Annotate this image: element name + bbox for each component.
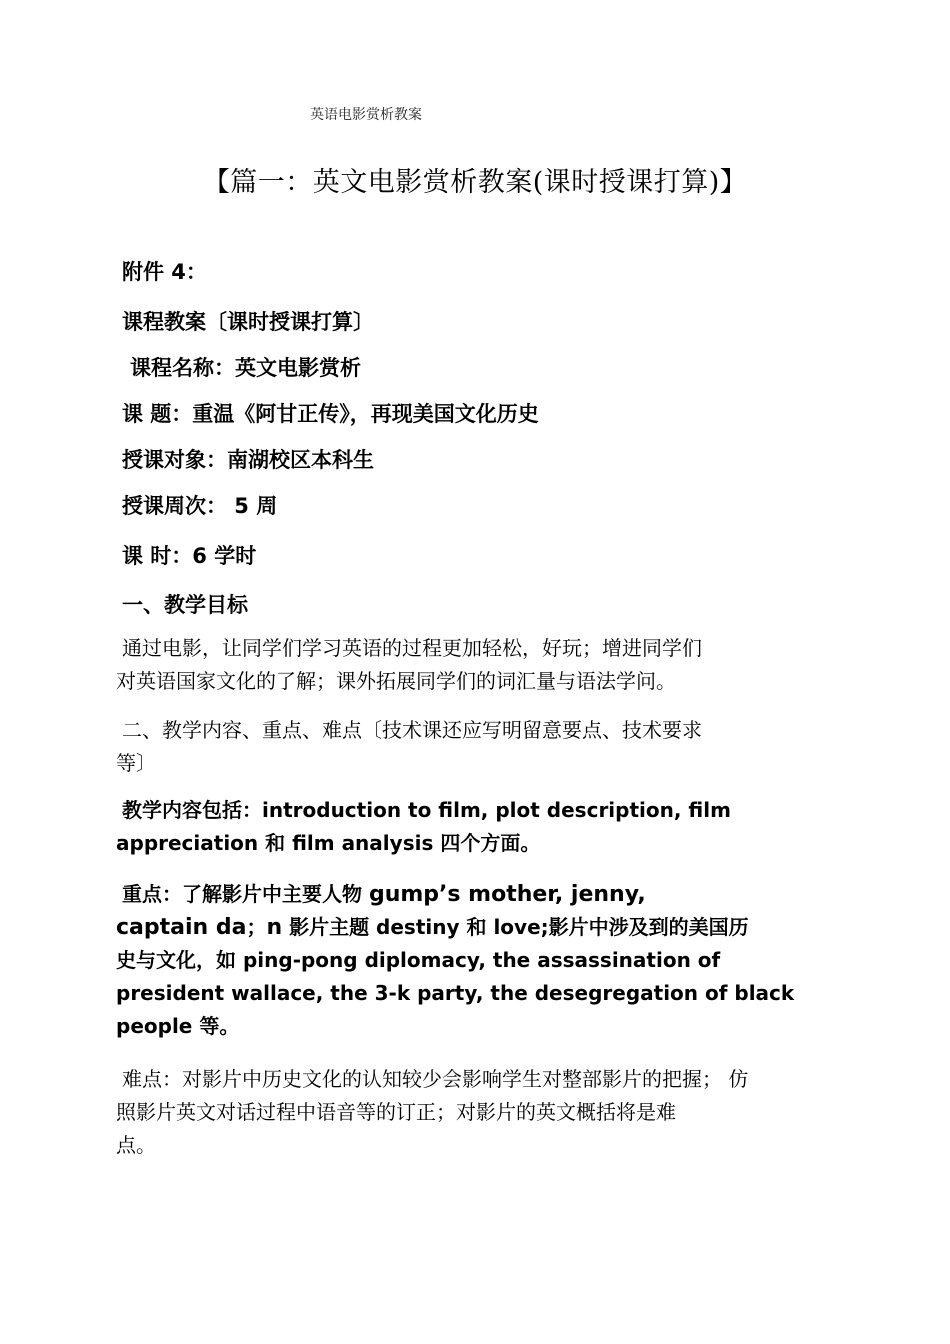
- difficulties-line-2: 照影片英文对话过程中语音等的订正；对影片的英文概括将是难: [116, 1100, 676, 1124]
- key-points-line-5: people 等。: [116, 1014, 240, 1038]
- course-hours: 课 时：6 学时: [122, 544, 257, 568]
- difficulties-line-1: 难点：对影片中历史文化的认知较少会影响学生对整部影片的把握； 仿: [122, 1067, 749, 1091]
- key-characters: gump’s mother, jenny,: [368, 882, 646, 907]
- section-1-paragraph: [116, 632, 836, 698]
- difficulties-line-3: 点。: [116, 1133, 156, 1157]
- section-2-heading-line-2: 等〕: [116, 751, 156, 775]
- course-audience: 授课对象：南湖校区本科生: [122, 448, 374, 472]
- course-topic: 课 题：重温《阿甘正传》，再现美国文化历史: [122, 402, 539, 426]
- attachment-label: 附件 4：: [122, 260, 207, 284]
- teaching-content-paragraph: [116, 794, 836, 860]
- key-points-line-1: [116, 878, 836, 911]
- teaching-content-line-1: 教学内容包括：introduction to film, plot description, film: [122, 798, 731, 822]
- key-separator: ；: [246, 915, 267, 939]
- key-character-n: n: [266, 915, 283, 940]
- running-header: 英语电影赏析教案: [310, 107, 422, 123]
- section-1-heading: 一、教学目标: [122, 593, 248, 617]
- difficulties-paragraph: [116, 1063, 846, 1162]
- key-theme: 影片主题 destiny 和 love;影片中涉及到的美国历: [282, 915, 749, 939]
- section-1-line-1: 通过电影，让同学们学习英语的过程更加轻松，好玩；增进同学们: [122, 636, 702, 660]
- key-points-line-3: 史与文化，如 ping-pong diplomacy, the assassination of: [116, 948, 721, 972]
- course-weeks: 授课周次： 5 周: [122, 494, 278, 518]
- course-name: 课程名称：英文电影赏析: [130, 356, 361, 380]
- section-2-heading: [116, 714, 836, 780]
- key-character-captain: captain da: [116, 915, 247, 940]
- section-1-line-2: 对英语国家文化的了解；课外拓展同学们的词汇量与语法学问。: [116, 669, 676, 693]
- section-2-heading-line-1: 二、教学内容、重点、难点〔技术课还应写明留意要点、技术要求: [122, 718, 702, 742]
- plan-title: 课程教案〔课时授课打算〕: [122, 310, 374, 334]
- teaching-content-line-2: appreciation 和 film analysis 四个方面。: [116, 831, 541, 855]
- document-title: 【篇一：英文电影赏析教案(课时授课打算)】: [202, 167, 748, 198]
- key-points-line-2: [116, 911, 836, 944]
- key-points-paragraph: [116, 878, 836, 1043]
- key-points-label: 重点：了解影片中主要人物: [122, 882, 369, 906]
- key-points-line-4: president wallace, the 3-k party, the desegregation of black: [116, 981, 795, 1005]
